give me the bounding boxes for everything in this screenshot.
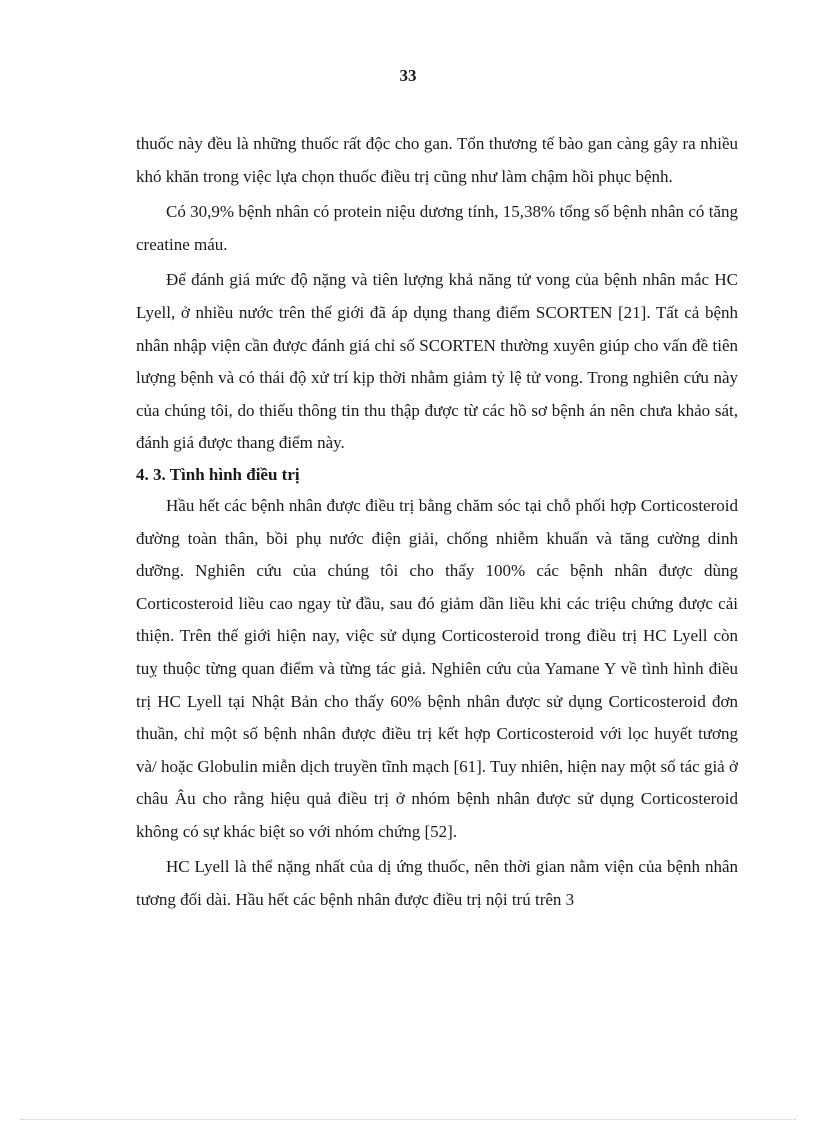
paragraph-hospital-stay: HC Lyell là thể nặng nhất của dị ứng thuốc, nên thời gian nằm viện của bệnh nhân tương đối dài. Hầu hết các bệnh nhân được điều trị nội trú trên 3 xyxy=(136,857,738,910)
page-bottom-border xyxy=(20,1119,796,1120)
paragraph-proteinuria: Có 30,9% bệnh nhân có protein niệu dương tính, 15,38% tổng số bệnh nhân có tăng creatine máu. xyxy=(136,202,738,254)
page-number: 33 xyxy=(399,66,417,85)
document-body xyxy=(136,128,738,917)
paragraph-treatment: Hầu hết các bệnh nhân được điều trị bằng chăm sóc tại chỗ phối hợp Corticosteroid đường toàn thân, bồi phụ nước điện giải, chống nhiễm khuẩn và tăng cường dinh dưỡng. Nghiên cứu của chúng tôi cho thấy 100% các bệnh nhân được dùng Corticosteroid liều cao ngay từ đầu, sau đó giảm dần liều khi các triệu chứng được cải thiện. Trên thế giới hiện nay, việc sử dụng Corticosteroid trong điều trị HC Lyell còn tuỵ thuộc từng quan điểm và từng tác giả. Nghiên cứu của Yamane Y về tình hình điều trị HC Lyell tại Nhật Bản cho thấy 60% bệnh nhân được sử dụng Corticosteroid đơn thuần, chỉ một số bệnh nhân được điều trị kết hợp Corticosteroid với lọc huyết tương và/ hoặc Globulin miễn dịch truyền tĩnh mạch [61]. Tuy nhiên, hiện nay một số tác giả ở châu Âu cho rằng hiệu quả điều trị ở nhóm bệnh nhân được sử dụng Corticosteroid không có sự khác biệt so với nhóm chứng [52]. xyxy=(136,495,738,841)
section-heading: 4. 3. Tình hình điều trị xyxy=(136,464,300,484)
paragraph-scorten: Để đánh giá mức độ nặng và tiên lượng khả năng tử vong của bệnh nhân mắc HC Lyell, ở nhiều nước trên thế giới đã áp dụng thang điểm SCORTEN [21]. Tất cả bệnh nhân nhập viện cần được đánh giá chỉ số SCORTEN thường xuyên giúp cho vấn đề tiên lượng bệnh và có thái độ xử trí kịp thời nhằm giảm tỷ lệ tử vong. Trong nghiên cứu này của chúng tôi, do thiếu thông tin thu thập được từ các hồ sơ bệnh án nên chưa khảo sát, đánh giá được thang điểm này. xyxy=(136,270,738,453)
paragraph-liver-toxicity: thuốc này đều là những thuốc rất độc cho gan. Tổn thương tế bào gan càng gây ra nhiều khó khăn trong việc lựa chọn thuốc điều trị cũng như làm chậm hồi phục bệnh. xyxy=(136,134,738,186)
